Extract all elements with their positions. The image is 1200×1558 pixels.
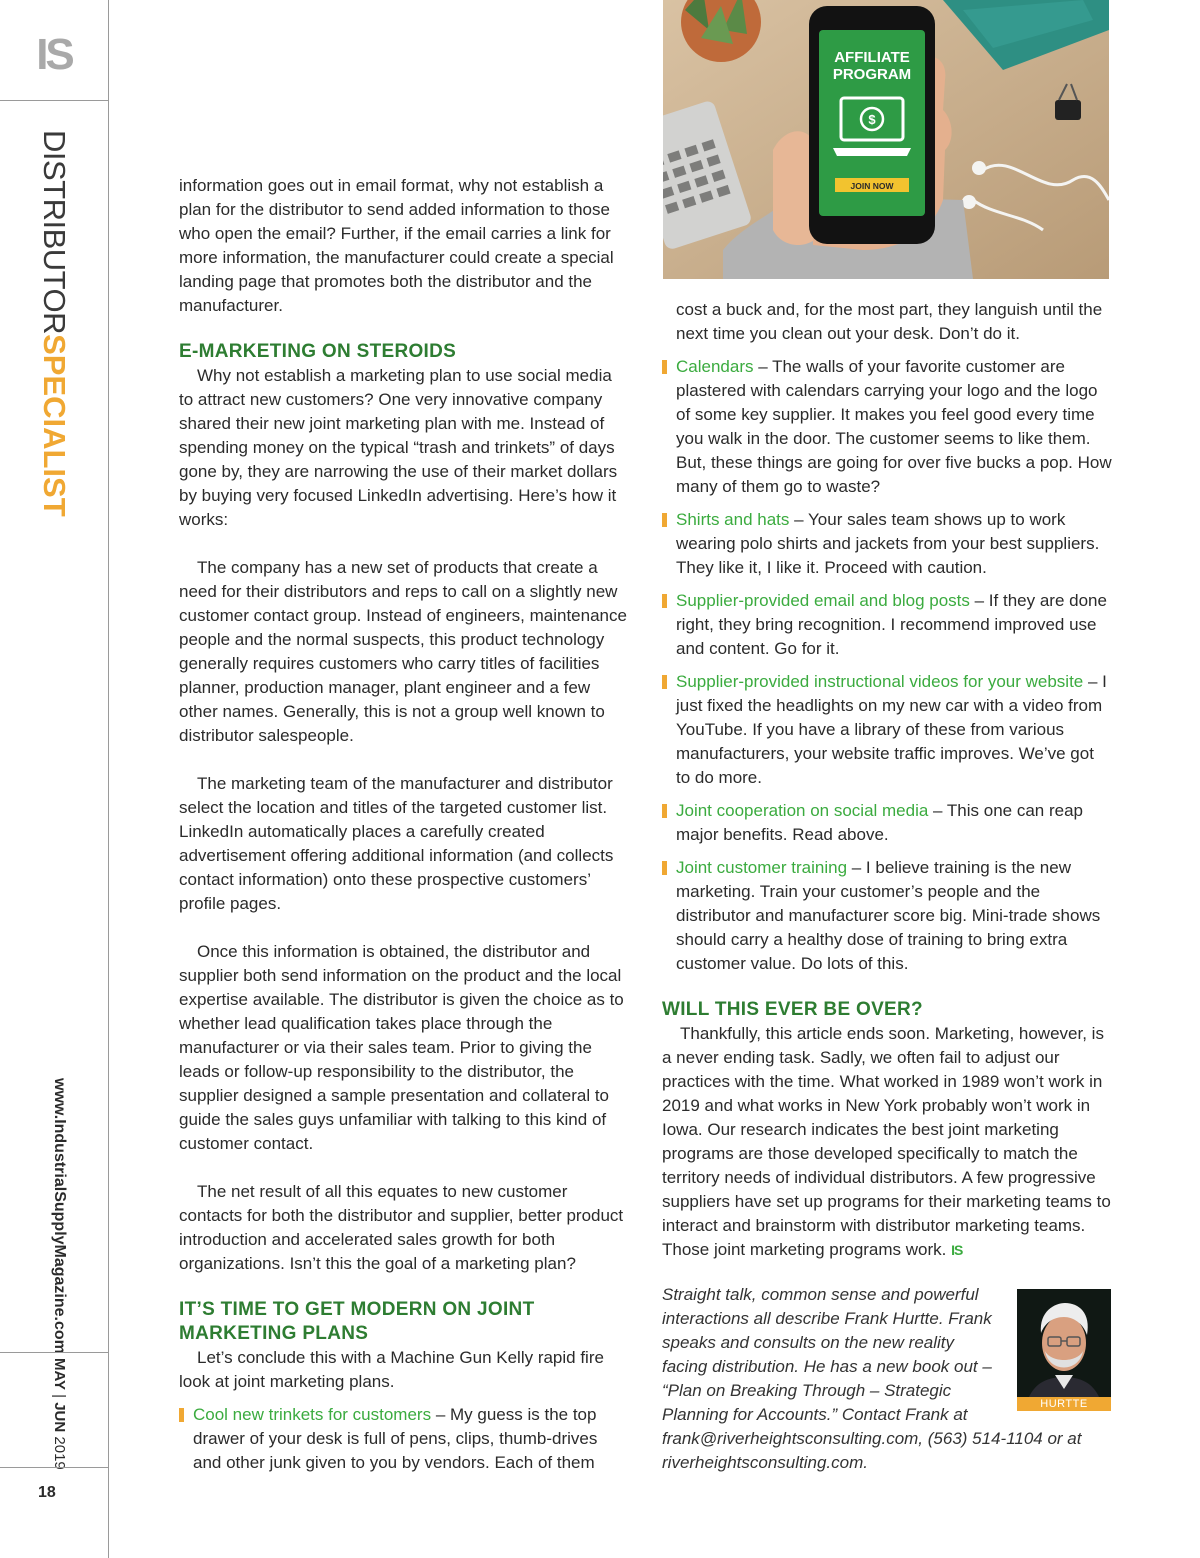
- paragraph-net-result: The net result of all this equates to new customer contacts for both the distributor and supplier, better product introduction and accelerated sales growth for both organizations. Isn’t this the goal of a marketing plan?: [179, 1182, 624, 1273]
- headshot-caption: HURTTE: [1017, 1397, 1111, 1411]
- page-number: 18: [38, 1484, 56, 1501]
- bullet-shirts-hats: [662, 508, 1112, 580]
- section-title-light: DISTRIBUTOR: [37, 130, 72, 335]
- rail-divider-bottom: [0, 1467, 108, 1468]
- headshot-image: [1017, 1289, 1111, 1411]
- bio-contact[interactable]: frank@riverheightsconsulting.com, (563) 514-1104 or at riverheightsconsulting.com.: [662, 1429, 1082, 1472]
- paragraph-intro: information goes out in email format, why not establish a plan for the distributor to send added information to those who open the email? Further, if the email carries a link for more information, the manufacturer could create a special landing page that promotes both the distributor and the manufacturer.: [179, 176, 614, 315]
- smartphone: [809, 6, 935, 244]
- bullet-marker: [662, 360, 667, 374]
- issue-month-2: JUN: [51, 1402, 68, 1433]
- issue-date: [44, 1358, 68, 1470]
- author-headshot: [1017, 1289, 1111, 1411]
- bullet-label: Shirts and hats: [676, 510, 790, 529]
- paragraph-social-media: Why not establish a marketing plan to use social media to attract new customers? One very innovative company shared their new joint marketing plan with me. Instead of spending money on the typical “trash and trinkets” of days gone by, they are narrowing the use of their market dollars by buying very focused LinkedIn advertising. Here’s how it works:: [179, 366, 618, 529]
- issue-year: 2019: [51, 1436, 68, 1470]
- issue-month: MAY: [51, 1358, 68, 1390]
- end-mark-logo: IS: [951, 1242, 963, 1258]
- phone-title-line2: PROGRAM: [832, 66, 912, 83]
- photo-illustration: [663, 0, 1109, 279]
- earbud: [972, 161, 986, 175]
- bullet-text: – If they are done right, they bring recognition. I recommend improved use and content. Go for it.: [676, 591, 1107, 658]
- bio-text: Straight talk, common sense and powerful interactions all describe Frank Hurtte. Frank speaks and consults on the new reality facing distribution. He has a new book out – “Plan on Breaking Through – Strategic Planning for Accounts.” Contact Frank at: [662, 1285, 992, 1424]
- bullet-social-media: [662, 799, 1112, 847]
- article-column-right: [662, 298, 1112, 1262]
- bullet-text: – The walls of your favorite customer are plastered with calendars carrying your logo and the logo of some key supplier. It makes you feel good every time you walk in the door. The customer seems to like them. But, these things are going for over five bucks a pop. How many of them go to waste?: [676, 357, 1112, 496]
- earbud: [962, 195, 976, 209]
- paragraph-ends-soon-text: Thankfully, this article ends soon. Marketing, however, is a never ending task. Sadly, we often fail to adjust our practices with the time. What worked in 1989 won’t work in 2019 and what works in New York probably won’t work in Iowa. Our research indicates the best joint marketing programs are those developed specifically to match the territory needs of individual distributors. A few progressive suppliers have set up programs for their marketing teams to interact and brainstorm with distributor marketing teams. Those joint marketing programs work.: [662, 1024, 1111, 1259]
- bullet-text: – I just fixed the headlights on my new car with a video from YouTube. If you have a library of these from various manufacturers, your website traffic improves. We’ve got to do more.: [676, 672, 1107, 787]
- join-now-label: JOIN NOW: [850, 181, 894, 191]
- heading-get-modern: IT’S TIME TO GET MODERN ON JOINT MARKETING PLANS: [179, 1299, 535, 1344]
- bullet-calendars: [662, 355, 1112, 499]
- bullet-marker: [662, 513, 667, 527]
- bullet-label: Joint cooperation on social media: [676, 801, 929, 820]
- article-column-left: [179, 174, 629, 1475]
- section-title: [34, 130, 74, 517]
- website-url[interactable]: www.IndustrialSupplyMagazine.com: [51, 1078, 68, 1354]
- heading-ever-be-over: WILL THIS EVER BE OVER?: [662, 999, 923, 1020]
- bullet-label: Cool new trinkets for customers: [193, 1405, 432, 1424]
- magazine-logo: IS: [36, 30, 72, 79]
- section-title-bold: SPECIALIST: [37, 334, 72, 517]
- paragraph-conclude: Let’s conclude this with a Machine Gun Kelly rapid fire look at joint marketing plans.: [179, 1348, 604, 1391]
- bullet-marker: [662, 861, 667, 875]
- bullet-email-blog: [662, 589, 1112, 661]
- bullet-marker: [662, 804, 667, 818]
- rail-divider-mid: [0, 1352, 108, 1353]
- svg-text:$: $: [868, 112, 876, 127]
- issue-sep: |: [51, 1394, 68, 1399]
- affiliate-program-photo: [663, 0, 1109, 279]
- left-rail: [0, 0, 109, 1558]
- paragraph-ends-soon: [662, 1022, 1112, 1262]
- bullet-label: Calendars: [676, 357, 754, 376]
- bullet-label: Supplier-provided instructional videos for your website: [676, 672, 1084, 691]
- heading-e-marketing: E-MARKETING ON STEROIDS: [179, 341, 457, 362]
- rail-divider-top: [0, 100, 108, 101]
- bullet-marker: [662, 594, 667, 608]
- bullet-videos: [662, 670, 1112, 790]
- bullet-customer-training: [662, 856, 1112, 976]
- bullet-label: Supplier-provided email and blog posts: [676, 591, 970, 610]
- phone-title-line1: AFFILIATE: [834, 49, 910, 66]
- paragraph-marketing-team: The marketing team of the manufacturer and distributor select the location and titles of the targeted customer list. LinkedIn automatically places a carefully created advertisement offering additional information (and collects contact information) onto these prospective customers’ profile pages.: [179, 774, 614, 913]
- paragraph-new-products: The company has a new set of products that create a need for their distributors and reps to call on a slightly new customer contact group. Instead of engineers, maintenance people and the normal suspects, this product technology generally requires customers who carry titles of facilities planner, production manager, plant engineer and a few other names. Generally, this is not a group well known to distributor salespeople.: [179, 558, 627, 745]
- bullet-label: Joint customer training: [676, 858, 848, 877]
- bullet-text: – I believe training is the new marketing. Train your customer’s people and the distributor and manufacturer score big. Mini-trade shows should carry a healthy dose of training to bring extra customer value. Do lots of this.: [676, 858, 1101, 973]
- bullet-text: – Your sales team shows up to work wearing polo shirts and jackets from your best suppliers. They like it, I like it. Proceed with caution.: [676, 510, 1100, 577]
- bullet-marker: [662, 675, 667, 689]
- paragraph-continuation: cost a buck and, for the most part, they languish until the next time you clean out your desk. Don’t do it.: [676, 300, 1103, 343]
- bullet-text: – This one can reap major benefits. Read above.: [676, 801, 1084, 844]
- bullet-cool-trinkets: [179, 1403, 629, 1475]
- bullet-marker: [179, 1408, 184, 1422]
- bullet-text: – My guess is the top drawer of your desk is full of pens, clips, thumb-drives and other junk given to you by vendors. Each of them: [193, 1405, 598, 1472]
- paragraph-info-obtained: Once this information is obtained, the distributor and supplier both send information on the product and the local expertise available. The distributor is given the choice as to whether lead qualification takes place through the manufacturer or via their sales team. Prior to giving the leads or follow-up responsibility to the distributor, the supplier designed a sample presentation and collateral to guide the sales guys unfamiliar with talking to this kind of customer contact.: [179, 942, 624, 1153]
